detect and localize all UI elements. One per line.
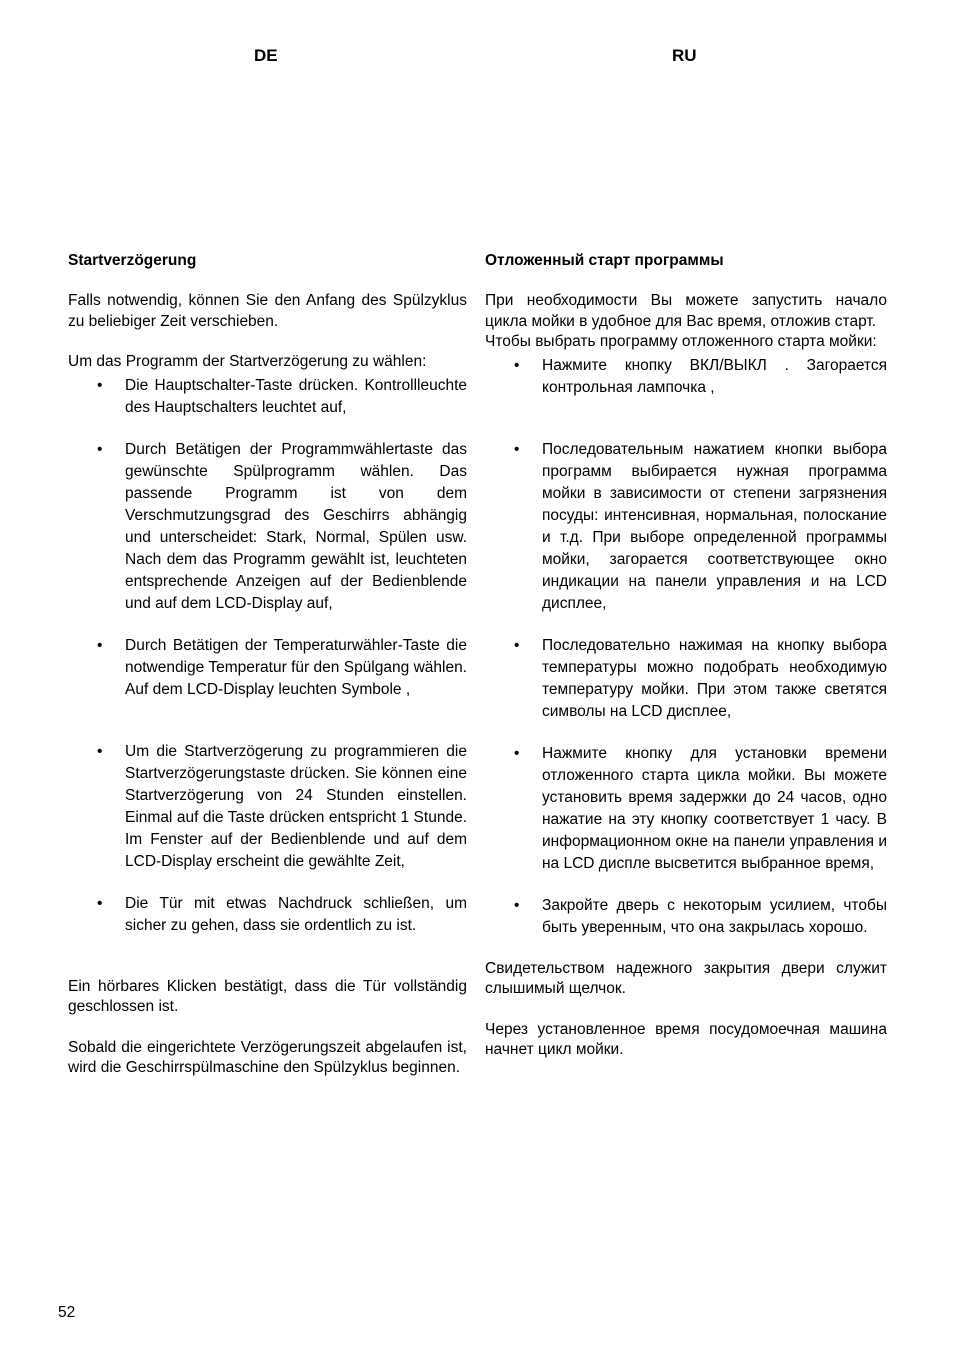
page-number: 52 bbox=[58, 1304, 76, 1321]
intro-paragraph: Falls notwendig, können Sie den Anfang des Spülzyklus zu beliebiger Zeit verschieben. bbox=[68, 292, 467, 330]
list-item: • Durch Betätigen der Temperaturwähler-Taste die notwendige Temperatur für den Spülgang wählen. Auf dem LCD-Display leuchten Symbole , bbox=[97, 636, 467, 698]
language-label-de: DE bbox=[254, 46, 278, 65]
intro-paragraph: При необходимости Вы можете запустить начало цикла мойки в удобное для Вас время, отложив старт. bbox=[485, 292, 887, 330]
list-item: • Die Hauptschalter-Taste drücken. Kontrollleuchte des Hauptschalters leuchtet auf, bbox=[97, 376, 467, 416]
list-item: • Нажмите кнопку для установки времени отложенного старта цикла мойки. Вы можете установить время задержки до 24 часов, одно нажатие на эту кнопку соответствует 1 часу. В информационном окне на панели управления и на LCD диспле высветится выбранное время, bbox=[514, 744, 887, 872]
steps-list bbox=[68, 375, 467, 937]
click-paragraph: Свидетельством надежного закрытия двери служит слышимый щелчок. bbox=[485, 959, 887, 997]
section-title: Отложенный старт программы bbox=[485, 252, 724, 269]
choose-paragraph: Um das Programm der Startverzögerung zu wählen: bbox=[68, 353, 427, 370]
click-paragraph: Ein hörbares Klicken bestätigt, dass die Tür vollständig geschlossen ist. bbox=[68, 977, 467, 1015]
list-item: • Um die Startverzögerung zu programmieren die Startverzögerungstaste drücken. Sie können eine Startverzögerung von 24 Stunden einstellen. Einmal auf die Taste drücken entspricht 1 Stunde. Im Fenster auf der Bedienblende und auf dem LCD-Display erscheint die gewählte Zeit, bbox=[97, 742, 467, 870]
steps-list bbox=[485, 355, 887, 939]
list-item: • Нажмите кнопку ВКЛ/ВЫКЛ . Загорается контрольная лампочка , bbox=[514, 356, 887, 396]
choose-paragraph: Чтобы выбрать программу отложенного старта мойки: bbox=[485, 333, 877, 350]
list-item: • Закройте дверь с некоторым усилием, чтобы быть уверенным, что она закрылась хорошо. bbox=[514, 896, 887, 936]
list-item: • Die Tür mit etwas Nachdruck schließen, um sicher zu gehen, dass sie ordentlich zu ist. bbox=[97, 894, 467, 934]
german-column bbox=[68, 251, 467, 1079]
list-item: • Durch Betätigen der Programmwählertaste das gewünschte Spülprogramm wählen. Das passende Programm ist von dem Verschmutzungsgrad des Geschirrs abhängig und unterscheidet: Stark, Normal, Spülen usw. Nach dem das Programm gewählt ist, leuchteten entsprechende Anzeigen auf der Bedienblende und auf dem LCD-Display auf, bbox=[97, 440, 467, 612]
language-label-ru: RU bbox=[672, 46, 697, 65]
russian-column bbox=[485, 251, 887, 1061]
list-item: • Последовательным нажатием кнопки выбора программ выбирается нужная программа мойки в зависимости от степени загрязнения посуды: интенсивная, нормальная, полоскание и т.д. При выборе определенной программы мойки, загорается соответствующее окно индикации на панели управления и на LCD дисплее, bbox=[514, 440, 887, 612]
end-paragraph: Через установленное время посудомоечная машина начнет цикл мойки. bbox=[485, 1020, 887, 1058]
list-item: • Последовательно нажимая на кнопку выбора температуры можно подобрать необходимую температуру мойки. При этом также светятся символы на LCD дисплее, bbox=[514, 636, 887, 720]
end-paragraph: Sobald die eingerichtete Verzögerungszeit abgelaufen ist, wird die Geschirrspülmaschine den Spülzyklus beginnen. bbox=[68, 1038, 467, 1076]
section-title: Startverzögerung bbox=[68, 252, 197, 269]
